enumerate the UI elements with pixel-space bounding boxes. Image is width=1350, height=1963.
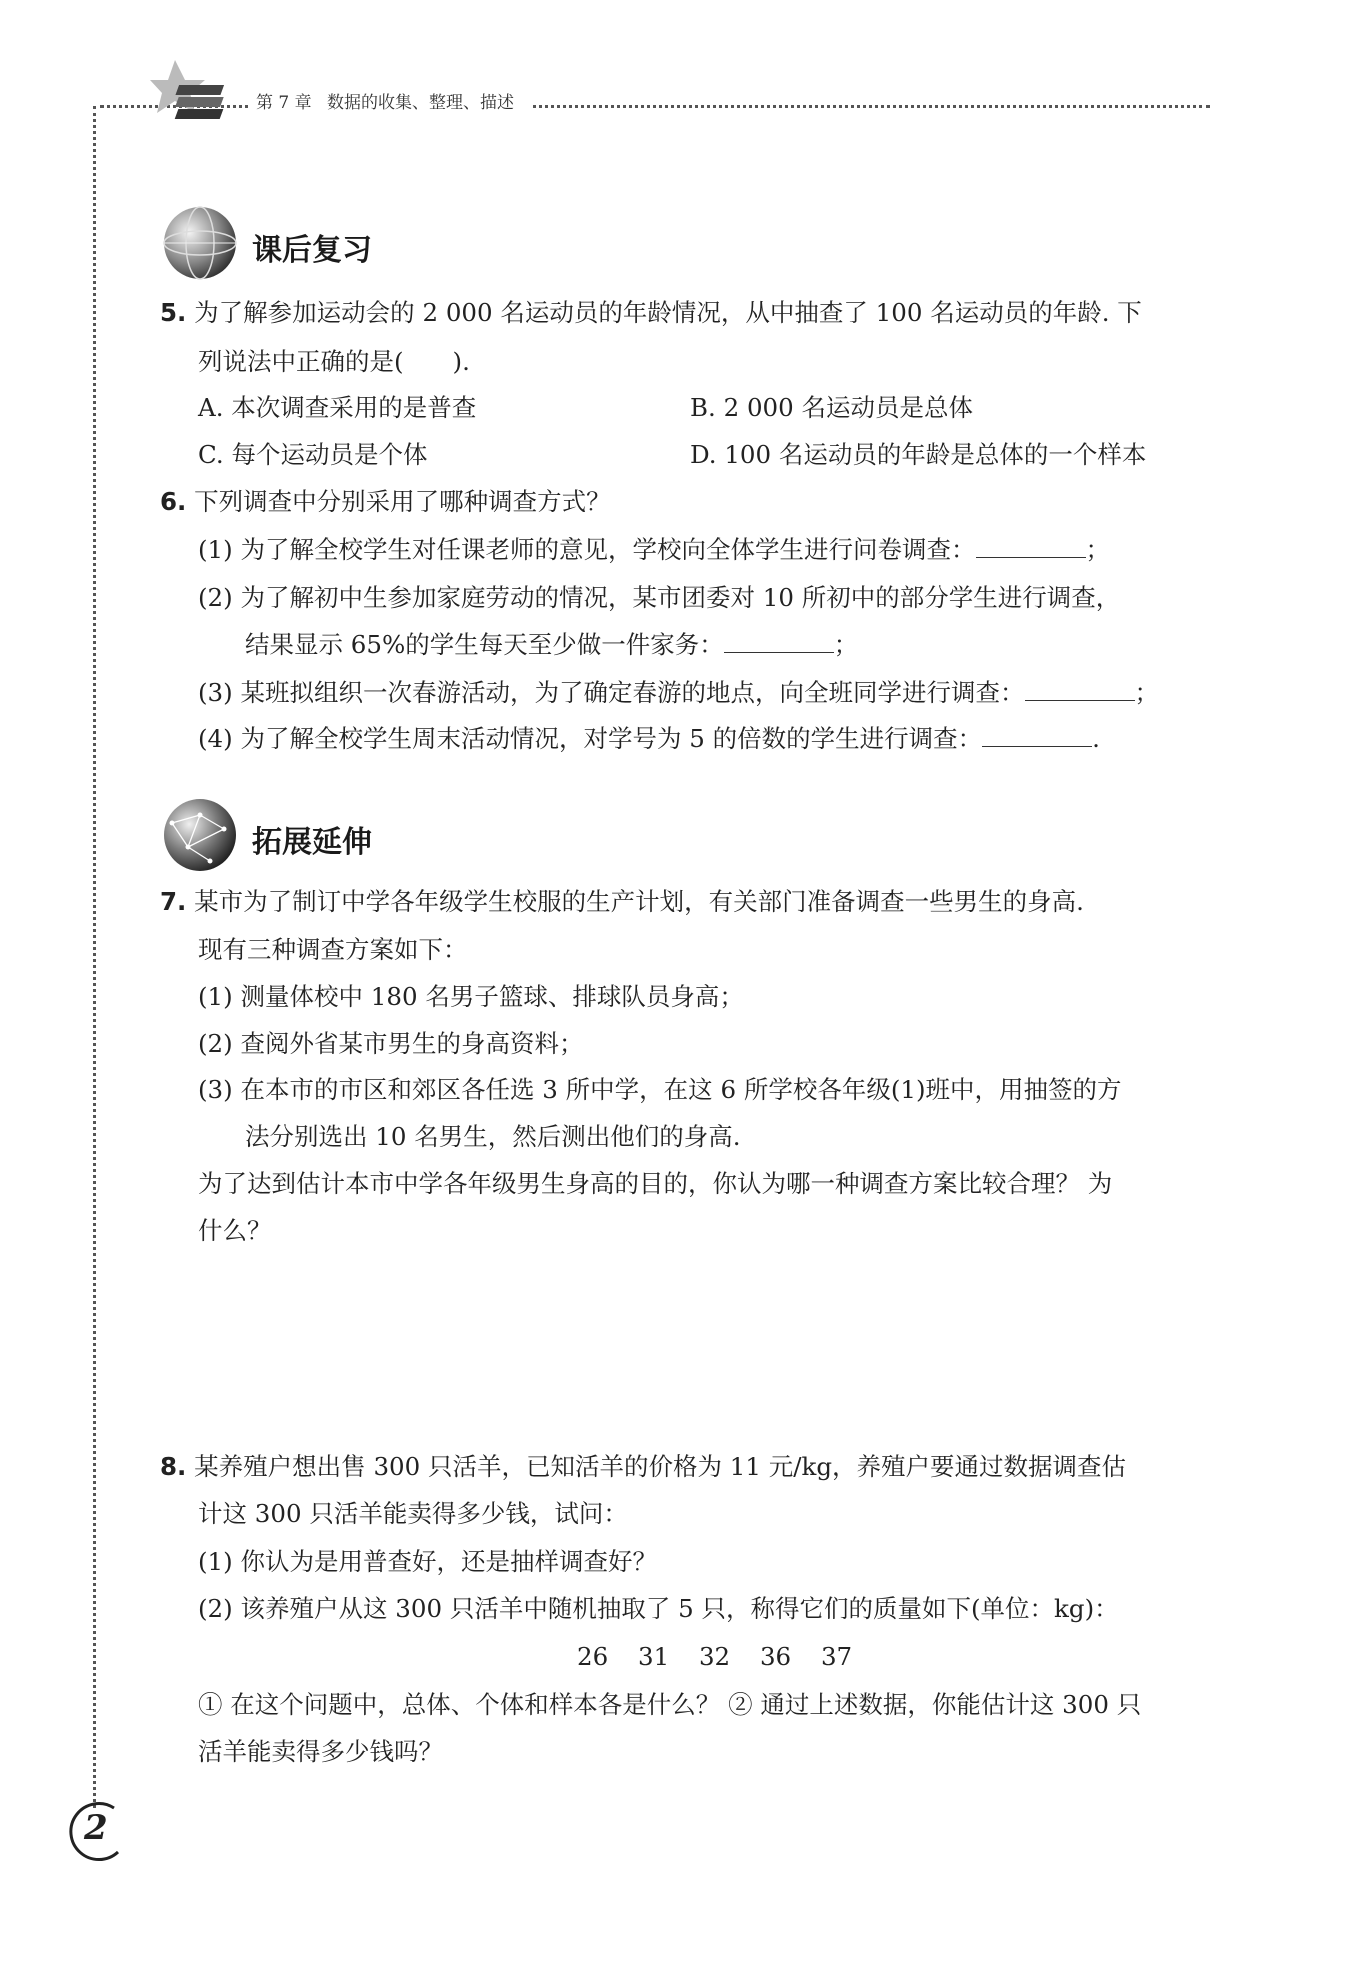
punctuation: ；: [1085, 535, 1110, 564]
weight-value: 31: [637, 1642, 670, 1671]
chapter-title: 数据的收集、整理、描述: [327, 93, 515, 113]
q8-sub-line2: 活羊能卖得多少钱吗？: [198, 1737, 443, 1766]
page-number: [62, 1800, 124, 1862]
q6-item2-text: 结果显示 65%的学生每天至少做一件家务：: [245, 630, 724, 659]
weight-value: 37: [820, 1642, 853, 1671]
punctuation: ；: [1134, 678, 1159, 707]
section-extension-heading: [160, 795, 460, 875]
q6-item4-text: (4) 为了解全校学生周末活动情况，对学号为 5 的倍数的学生进行调查：: [198, 724, 983, 753]
q7-question-line2: 什么？: [198, 1216, 272, 1245]
q5-text: 为了解参加运动会的 2 000 名运动员的年龄情况，从中抽查了 100 名运动员的年龄. 下: [194, 298, 1142, 327]
q5-option-b: B. 2 000 名运动员是总体: [690, 393, 974, 422]
question-number: 8.: [160, 1452, 187, 1481]
globe-icon: [160, 203, 240, 283]
chapter-logo-icon: [150, 55, 250, 129]
weight-value: 36: [759, 1642, 792, 1671]
q6-item3-text: (3) 某班拟组织一次春游活动，为了确定春游的地点，向全班同学进行调查：: [198, 678, 1025, 707]
q5-line1: [160, 296, 1142, 330]
section-review-heading: [160, 203, 460, 283]
q8-weights: [577, 1640, 852, 1674]
section-title: 课后复习: [252, 233, 372, 268]
weight-value: 32: [698, 1642, 731, 1671]
q5-option-d: D. 100 名运动员的年龄是总体的一个样本: [690, 440, 1147, 469]
answer-blank[interactable]: [976, 533, 1086, 558]
q6-item2-line2: [245, 628, 858, 662]
q8-sub-line1: ① 在这个问题中，总体、个体和样本各是什么？ ② 通过上述数据，你能估计这 300 只: [198, 1690, 1142, 1719]
weight-value: 26: [577, 1642, 609, 1671]
q8-item2: (2) 该养殖户从这 300 只活羊中随机抽取了 5 只，称得它们的质量如下(单位：kg)：: [198, 1594, 1119, 1623]
answer-blank[interactable]: [1025, 676, 1135, 701]
q7-item1: (1) 测量体校中 180 名男子篮球、排球队员身高；: [198, 982, 744, 1011]
q5-option-a: A. 本次调查采用的是普查: [198, 393, 477, 422]
q7-question-line1: 为了达到估计本市中学各年级男生身高的目的，你认为哪一种调查方案比较合理？ 为: [198, 1169, 1113, 1198]
q6-item3: [198, 676, 1159, 710]
answer-blank[interactable]: [724, 628, 834, 653]
q6-text: 下列调查中分别采用了哪种调查方式？: [194, 487, 611, 516]
q8-item1: (1) 你认为是用普查好，还是抽样调查好？: [198, 1547, 657, 1576]
punctuation: ；: [833, 630, 859, 659]
q7-line1: [160, 885, 1084, 919]
question-number: 6.: [160, 487, 187, 516]
network-globe-icon: [160, 795, 240, 875]
q6-item2-line1: (2) 为了解初中生参加家庭劳动的情况，某市团委对 10 所初中的部分学生进行调查，: [198, 583, 1121, 612]
q8-text: 某养殖户想出售 300 只活羊，已知活羊的价格为 11 元/kg，养殖户要通过数据调查估: [194, 1452, 1127, 1481]
q8-line2: 计这 300 只活羊能卖得多少钱，试问：: [198, 1499, 628, 1528]
q7-item3-line1: (3) 在本市的市区和郊区各任选 3 所中学，在这 6 所学校各年级(1)班中，用抽签的方: [198, 1075, 1122, 1104]
q7-item2: (2) 查阅外省某市男生的身高资料；: [198, 1029, 584, 1058]
q6-item4: [198, 722, 1100, 756]
chapter-number: 第 7 章: [256, 93, 312, 113]
q7-line2: 现有三种调查方案如下：: [198, 935, 468, 964]
question-number: 5.: [160, 298, 187, 327]
q5-line2: 列说法中正确的是( ).: [198, 347, 470, 376]
chapter-header: [250, 88, 530, 118]
answer-blank[interactable]: [982, 722, 1092, 747]
margin-rule: [93, 106, 96, 1808]
q7-item3-line2: 法分别选出 10 名男生，然后测出他们的身高.: [245, 1122, 741, 1151]
q6-item1: [198, 533, 1110, 567]
q7-text: 某市为了制订中学各年级学生校服的生产计划，有关部门准备调查一些男生的身高.: [194, 887, 1084, 916]
q6-item1-text: (1) 为了解全校学生对任课老师的意见，学校向全体学生进行问卷调查：: [198, 535, 976, 564]
punctuation: .: [1092, 724, 1100, 753]
q6-stem: [160, 485, 611, 519]
q5-option-c: C. 每个运动员是个体: [198, 440, 428, 469]
question-number: 7.: [160, 887, 187, 916]
q8-line1: [160, 1450, 1126, 1484]
page-number-text: 2: [84, 1808, 108, 1848]
section-title: 拓展延伸: [252, 825, 372, 860]
